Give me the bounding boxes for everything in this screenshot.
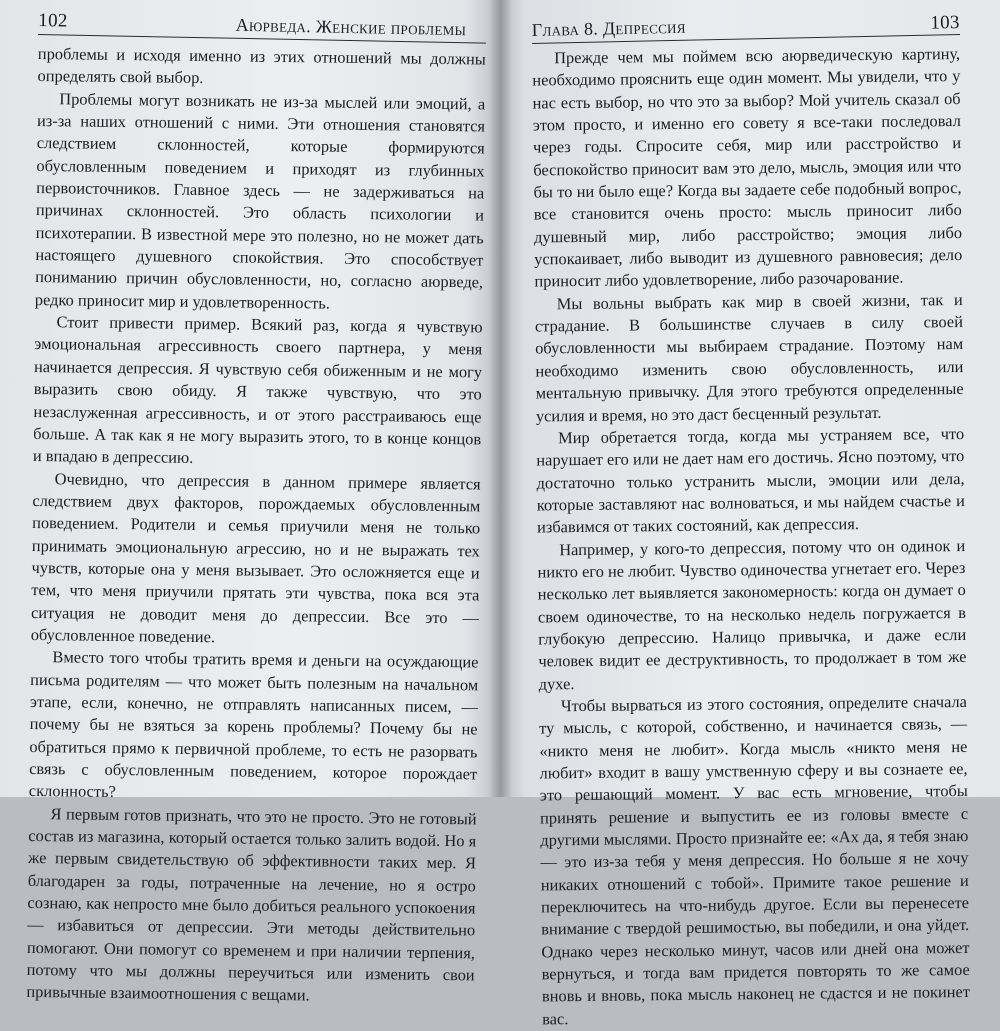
right-body-text xyxy=(532,43,970,1031)
paragraph: Мир обретается тогда, когда мы устраняем все, что нарушает его или не дает нам его достичь. Ясно поэтому, что достаточно только устранить мысли, эмоции или дела, которые заставляют нас волноваться, и мы найдем счастье и избавимся от таких состояний, как депрессия. xyxy=(536,423,965,537)
paragraph: проблемы и исходя именно из этих отношений мы должны определять свой выбор. xyxy=(37,43,486,88)
running-head-book-title: Аюрведа. Женские проблемы xyxy=(235,14,467,40)
right-page xyxy=(500,0,1000,1029)
paragraph: Я первым готов признать, что это не просто. Это не готовый состав из магазина, который остается только залить водой. Но я же первым свидетельствую об эффективности таких мер. Я благодарен за годы, потраченные на лечение, но я остро сознаю, как непросто мне было добиться реального успокоения — избавиться от депрессии. Эти методы действительно помогают. Они помогут со временем и при наличии терпения, потому что мы должны переучиться или изменить свои привычные взаимоотношения с вещами. xyxy=(26,803,477,1005)
page-number-right: 103 xyxy=(930,12,960,34)
page-number-left: 102 xyxy=(38,10,68,32)
left-body-text xyxy=(26,43,486,1009)
paragraph: Стоит привести пример. Всякий раз, когда я чувствую эмоциональная агрессивность своего партнера, у меня начинается депрессия. Я чувствую себя обиженным и не могу выразить свою обиду. Я также чувствую, что это незаслуженная агрессивность, и от этого расстраиваюсь еще больше. А так как я не могу выразить этого, то в конце концов и впадаю в депрессию. xyxy=(32,312,483,468)
left-running-head xyxy=(38,8,486,44)
book-spine-shadow xyxy=(488,0,512,797)
paragraph: Например, у кого-то депрессия, потому что он одинок и никто его не любит. Чувство одиночества угнетает его. Через несколько лет выявляется закономерность: когда он думает о своем одиночестве, то на несколько недель погружается в глубокую депрессию. Налицо привычка, и даже если человек видит ее деструктивность, то продолжает в том же духе. xyxy=(537,535,967,694)
paragraph: Вместо того чтобы тратить время и деньги на осуждающие письма родителям — что может быть полезным на начальном этапе, если, конечно, не отправлять написанных писем, — почему бы не взяться за корень проблемы? Почему бы не обратиться прямо к первичной проблеме, то есть не разорвать связь с обусловленным поведением, которое порождает склонность? xyxy=(28,647,479,802)
paragraph: Мы вольны выбрать как мир в своей жизни, так и страдание. В большинстве случаев в силу своей обусловленности мы выбираем страдание. Поэтому нам необходимо изменить свою обусловленность, или ментальную привычку. Для этого требуются определенные усилия и время, но это даст бесценный результат. xyxy=(534,289,964,425)
right-running-head xyxy=(532,8,960,44)
paragraph: Прежде чем мы поймем всю аюрведическую картину, необходимо прояснить еще один момент. Мы увидели, что у нас есть выбор, но что это за выбор? Мой учитель сказал об этом просто, и именно его совету я все-таки последовал через годы. Спросите себя, мир или расстройство и беспокойство приносит вам это дело, мысль, эмоция или что бы то ни было еще? Когда вы задаете себе подобный вопрос, все становится очень просто: мысль приносит либо душевный мир, либо расстройство; эмоция либо успокаивает, либо выводит из душевного равновесия; дело приносит либо удовлетворение, либо разочарование. xyxy=(532,43,963,291)
paragraph: Проблемы могут возникать не из-за мыслей или эмоций, а из-за наших отношений с ними. Эти отношения становятся следствием склонностей, которые формируются обусловленным поведением и приходят из глубинных первоисточников. Главное здесь — не задерживаться на причинах склонностей. Это область психологии и психотерапии. В известной мере это полезно, но не может дать настоящего душевного спокойствия. Это способствует пониманию причин обусловленности, но, согласно аюрведе, редко приносит мир и удовлетворенность. xyxy=(34,88,486,313)
paragraph: Чтобы вырваться из этого состояния, определите сначала ту мысль, с которой, собственно, и начинается связь, — «никто меня не любит». Когда мысль «никто меня не любит» входит в вашу умственную сферу и вы сознаете ее, это решающий момент. У вас есть мгновение, чтобы принять решение и выпустить ее из головы вместе с другими мыслями. Просто признайте ее: «Ах да, я тебя знаю — это из-за тебя у меня депрессия. Но больше я не хочу никаких отношений с тобой». Примите такое решение и переключитесь на что-нибудь другое. Если вы перенесете внимание с твердой решимостью, вы победили, и она уйдет. Однако через несколько минут, часов или дней она может вернуться, и тогда вам придется повторять то же самое вновь и вновь, пока мысль наконец не сдастся и не покинет вас. xyxy=(539,691,971,1029)
left-page xyxy=(0,0,500,1005)
paragraph: Очевидно, что депрессия в данном примере является следствием двух факторов, порождаемых обусловленным поведением. Родители и семья приучили меня не только принимать эмоциональную агрессию, но и не выражать тех чувств, которые она у меня вызывает. Это осложняется еще и тем, что меня приучили прятать эти чувства, пока вся эта ситуация не доводит меня до депрессии. Все это — обусловленное поведение. xyxy=(30,468,481,647)
running-head-chapter-title: Глава 8. Депрессия xyxy=(531,16,686,40)
